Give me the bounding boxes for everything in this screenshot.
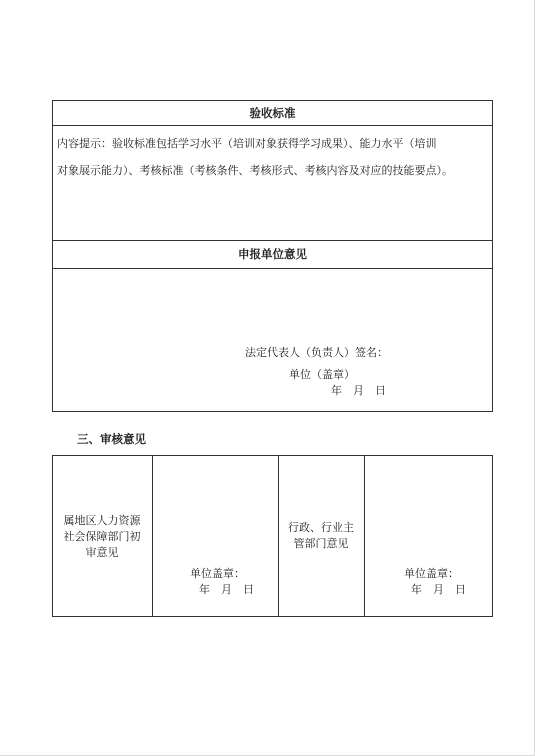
acceptance-hint-line1: 内容提示：验收标准包括学习水平（培训对象获得学习成果）、能力水平（培训 <box>57 137 437 150</box>
table-divider <box>52 268 493 269</box>
right-seal-label: 单位盖章： <box>404 567 459 580</box>
right-date: 年 月 日 <box>411 583 466 596</box>
table-column-divider <box>278 455 279 617</box>
unit-opinion-date: 年 月 日 <box>331 384 386 397</box>
acceptance-hint-line2: 对象展示能力）、考核标准（考核条件、考核形式、考核内容及对应的技能要点）。 <box>57 164 453 177</box>
table-column-divider <box>152 455 153 617</box>
table-divider <box>52 125 493 126</box>
unit-seal-label: 单位（盖章） <box>289 368 355 381</box>
unit-opinion-heading: 申报单位意见 <box>238 247 307 261</box>
review-section-title: 三、审核意见 <box>77 432 146 446</box>
table-divider <box>52 240 493 241</box>
left-authority-label-line2: 社会保障部门初 <box>63 530 141 543</box>
left-authority-label-line1: 属地区人力资源 <box>63 514 141 527</box>
right-authority-label-line2: 管部门意见 <box>293 537 349 550</box>
left-authority-label-line3: 审意见 <box>85 546 119 559</box>
left-seal-label: 单位盖章： <box>190 567 245 580</box>
right-authority-label-line1: 行政、行业主 <box>288 521 354 534</box>
left-date: 年 月 日 <box>199 583 254 596</box>
table-column-divider <box>364 455 365 617</box>
acceptance-heading: 验收标准 <box>249 106 296 120</box>
legal-rep-signature-label: 法定代表人（负责人）签名： <box>245 346 388 359</box>
